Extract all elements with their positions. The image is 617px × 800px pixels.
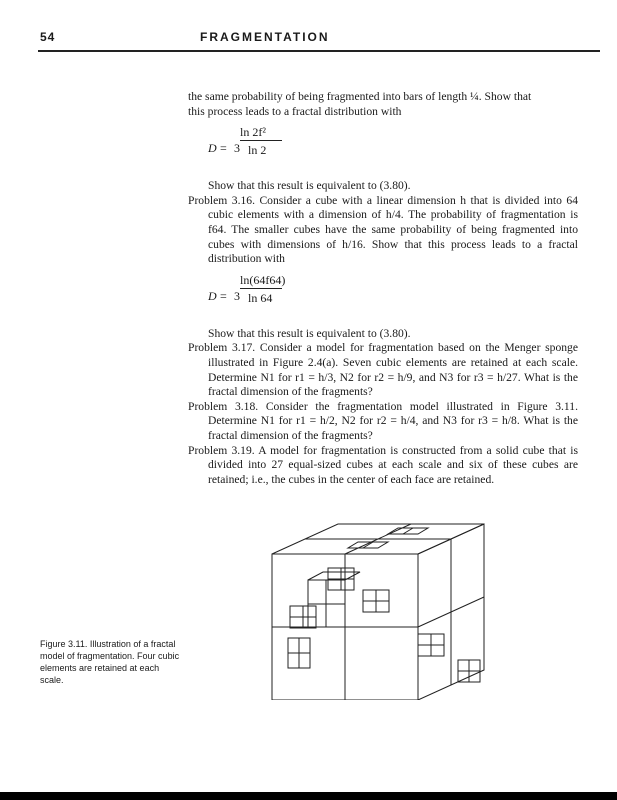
- header-rule: [38, 50, 600, 52]
- fractal-cube-figure: [268, 520, 488, 700]
- equivalence-note-2: Show that this result is equivalent to (3.80).: [208, 326, 411, 340]
- problem-3-18: Problem 3.18. Consider the fragmentation model illustrated in Figure 3.11. Determine N1 for r1 = h/2, N2 for r2 = h/4, and N3 for r3 = h/8. What is the fractal dimension of the fragments?: [188, 399, 578, 442]
- page-header: [40, 30, 598, 50]
- equation-2: [208, 273, 578, 321]
- figure-caption: Figure 3.11. Illustration of a fractal model of fragmentation. Four cubic elements are retained at each scale.: [40, 639, 180, 685]
- problem-3-19: Problem 3.19. A model for fragmentation is constructed from a solid cube that is divided into 27 equal-sized cubes at each scale and six of these cubes are retained; i.e., the cubes in the center of each face are retained.: [188, 443, 578, 486]
- problem-3-16: Problem 3.16. Consider a cube with a linear dimension h that is divided into 64 cubic elements with a dimension of h/4. The probability of fragmentation is f64. The smaller cubes have the same probability of being fragmented into cubes with dimensions of h/16. Show that this process leads to a fractal distribution with: [188, 193, 578, 266]
- eq1-coefficient: 3: [234, 141, 240, 156]
- eq2-denominator: ln 64: [248, 290, 273, 305]
- eq2-lhs: D: [208, 288, 217, 303]
- eq2-equals: =: [220, 288, 227, 303]
- scan-bottom-edge: [0, 792, 617, 800]
- intro-line-2: this process leads to a fractal distribution with: [188, 104, 402, 118]
- page-body: [188, 90, 578, 487]
- eq2-coefficient: 3: [234, 288, 240, 303]
- chapter-title: FRAGMENTATION: [200, 30, 330, 44]
- equation-1: [208, 125, 578, 173]
- eq1-equals: =: [220, 141, 227, 156]
- eq1-lhs: D: [208, 141, 217, 156]
- eq2-numerator: ln(64f64): [240, 272, 286, 287]
- top-small-cube-1-line: [403, 528, 413, 534]
- equivalence-note-1: Show that this result is equivalent to (3.80).: [208, 179, 411, 193]
- eq1-fraction-bar: [240, 140, 282, 141]
- eq1-denominator: ln 2: [248, 143, 267, 158]
- intro-line-1: the same probability of being fragmented into bars of length ¼. Show that: [188, 90, 532, 103]
- eq2-fraction-bar: [240, 288, 282, 289]
- eq1-numerator: ln 2f²: [240, 125, 266, 140]
- problem-3-17: Problem 3.17. Consider a model for fragmentation based on the Menger sponge illustrated in Figure 2.4(a). Seven cubic elements are retained at each scale. Determine N1 for r1 = h/3, N2 for r2 = h/9, and N3 for r3 = h/27. What is the fractal dimension of the fragments?: [188, 341, 578, 399]
- page-number: 54: [40, 30, 56, 44]
